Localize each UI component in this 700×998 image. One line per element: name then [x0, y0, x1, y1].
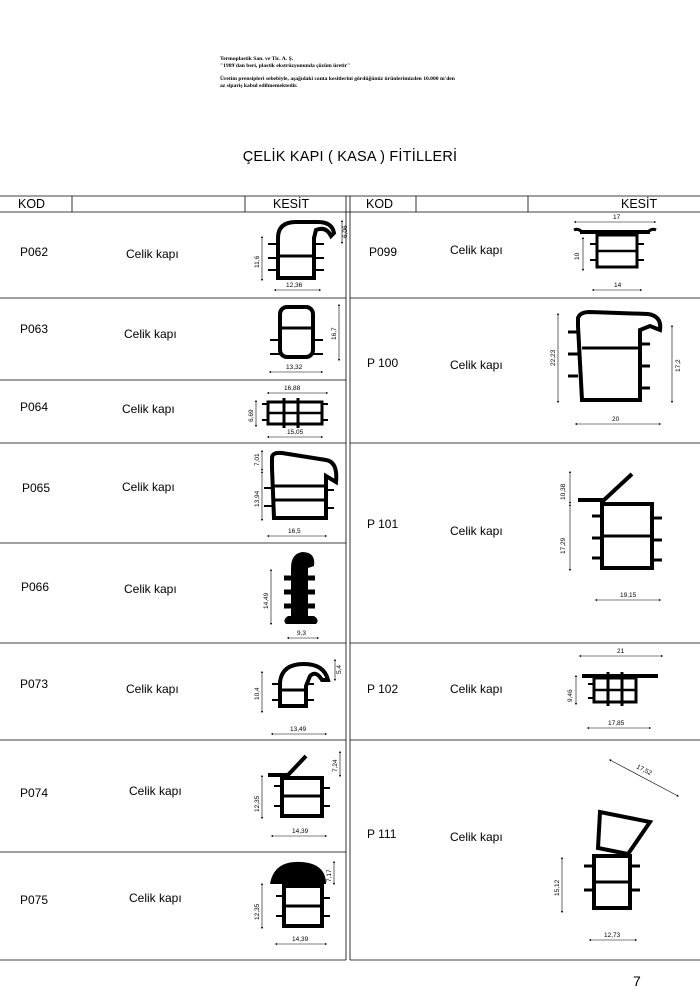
dim-p073-2: 13,49: [290, 726, 307, 733]
dim-p101-2: 19,15: [620, 592, 637, 599]
profile-p066: [263, 552, 318, 638]
kod-p075: P075: [20, 893, 49, 907]
profile-p100: [550, 312, 682, 424]
dim-p099-1: 10: [574, 252, 581, 260]
order-note-line2: az sipariş kabul edilmemektedir.: [220, 83, 298, 89]
dim-p074-1: 12,35: [254, 795, 261, 812]
profile-p101: [560, 472, 662, 600]
dim-p075-0: 7,17: [326, 869, 333, 882]
desc-p102: Celik kapı: [450, 682, 503, 696]
dim-p100-0: 22,23: [550, 349, 557, 366]
kod-p062: P062: [20, 245, 49, 259]
desc-p075: Celik kapı: [129, 891, 182, 905]
dim-p073-1: 10,4: [254, 687, 261, 700]
dim-p100-2: 20: [612, 416, 620, 423]
dim-p063-0: 16,7: [331, 327, 338, 340]
profile-p074: [254, 752, 340, 836]
dim-p065-0: 7,01: [254, 453, 261, 466]
page-title: ÇELİK KAPI ( KASA ) FİTİLLERİ: [242, 149, 458, 165]
dim-p065-1: 13,94: [254, 490, 261, 507]
kod-p066: P066: [21, 580, 50, 594]
profile-p063: [270, 305, 339, 372]
dim-p074-0: 7,24: [332, 759, 339, 772]
dim-p102-2: 17,85: [608, 720, 625, 727]
profile-p073: [254, 660, 343, 734]
desc-p101: Celik kapı: [450, 524, 503, 538]
profile-p102: [567, 648, 662, 728]
desc-p062: Celik kapı: [126, 247, 179, 261]
desc-p111: Celik kapı: [450, 830, 503, 844]
kod-p100: P 100: [367, 356, 399, 370]
dim-p063-1: 13,32: [286, 364, 303, 371]
dim-p101-1: 17,29: [560, 537, 567, 554]
dim-p111-0: 17,52: [635, 763, 653, 778]
kod-p099: P099: [369, 245, 398, 259]
kod-p065: P065: [22, 481, 51, 495]
company-name: Termoplastik San. ve Tic. A. Ş.: [220, 56, 294, 62]
dim-p066-1: 9,3: [297, 630, 307, 637]
dim-p066-0: 14,49: [263, 592, 270, 609]
header-kod-left: KOD: [18, 197, 46, 211]
desc-p064: Celik kapı: [122, 402, 175, 416]
dim-p073-0: 5,4: [336, 664, 343, 674]
dim-p062-1: 6,06: [342, 225, 349, 238]
order-note-line1: Üretim prensipleri sebebiyle, aşağıdaki conta kesitlerini gördüğünüz ürünlerimizden 10.000 m'den: [220, 76, 455, 82]
dim-p064-1: 6,69: [248, 409, 255, 422]
kod-p064: P064: [20, 400, 49, 414]
dim-p075-2: 14,39: [292, 936, 309, 943]
dim-p099-2: 14: [614, 282, 622, 289]
kod-p102: P 102: [367, 682, 399, 696]
dim-p074-2: 14,39: [292, 828, 309, 835]
kod-p063: P063: [20, 322, 49, 336]
dim-p102-1: 9,46: [567, 689, 574, 702]
dim-p062-2: 12,36: [286, 282, 303, 289]
dim-p111-2: 12,73: [604, 932, 621, 939]
desc-p073: Celik kapı: [126, 682, 179, 696]
profile-p099: [574, 214, 656, 290]
dim-p100-1: 17,2: [675, 359, 682, 372]
kod-p101: P 101: [367, 517, 399, 531]
kod-p111: P 111: [367, 827, 397, 841]
profile-p065: [254, 451, 336, 536]
dim-p062-0: 11,6: [254, 255, 261, 268]
desc-p074: Celik kapı: [129, 784, 182, 798]
dim-p101-0: 10,38: [560, 483, 567, 500]
company-slogan: "1989'dan beri, plastik ekstrüzyonunda çözüm üretir": [220, 63, 351, 69]
desc-p100: Celik kapı: [450, 358, 503, 372]
profile-p075: [254, 862, 334, 944]
dim-p064-2: 15,05: [287, 429, 304, 436]
dim-p111-1: 15,12: [554, 879, 561, 896]
dim-p064-0: 16,88: [284, 385, 301, 392]
profile-p111: [554, 760, 678, 940]
desc-p099: Celik kapı: [450, 243, 503, 257]
desc-p063: Celik kapı: [124, 327, 177, 341]
dim-p075-1: 12,35: [254, 903, 261, 920]
kod-p074: P074: [20, 786, 49, 800]
header-kod-right: KOD: [366, 197, 394, 211]
header-kesit-left: KESİT: [273, 197, 310, 211]
desc-p066: Celik kapı: [124, 582, 177, 596]
dim-p065-2: 16,5: [288, 528, 301, 535]
profile-p064: [248, 385, 328, 437]
header-kesit-right: KESİT: [621, 197, 658, 211]
desc-p065: Celik kapı: [122, 480, 175, 494]
page-number: 7: [633, 973, 641, 989]
dim-p099-0: 17: [613, 214, 621, 221]
kod-p073: P073: [20, 677, 49, 691]
dim-p102-0: 21: [617, 648, 625, 655]
profile-p062: [254, 221, 349, 290]
